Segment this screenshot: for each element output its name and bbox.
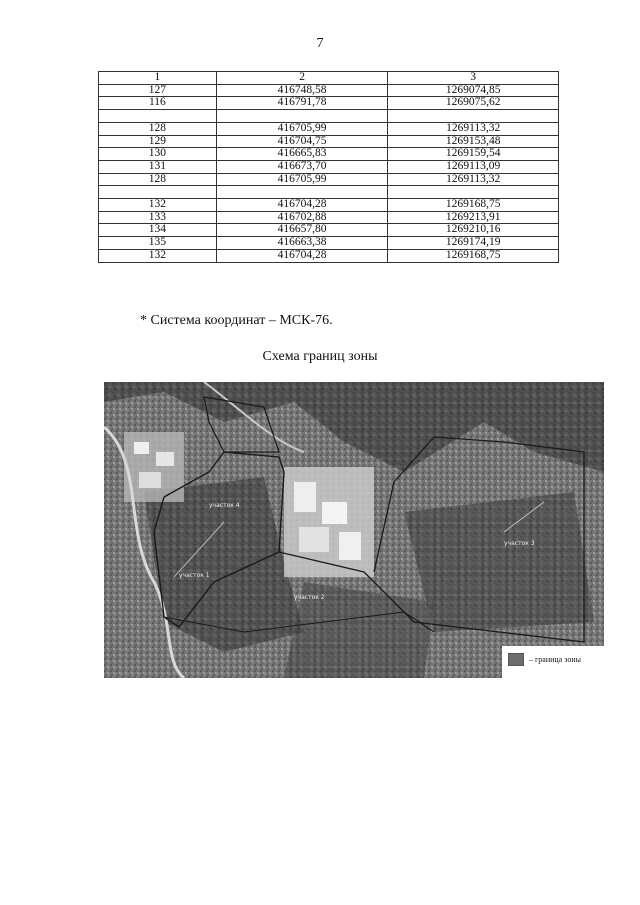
column-header: 3 [388,72,559,85]
point-number-cell: 134 [99,224,217,237]
x-coordinate-cell: 416702,88 [216,211,388,224]
y-coordinate-cell: 1269213,91 [388,211,559,224]
point-number-cell: 116 [99,97,217,110]
table-row [99,173,559,186]
page-number: 7 [316,36,324,51]
legend-swatch-icon [508,653,524,666]
table-row [99,237,559,250]
x-coordinate-cell [216,110,388,123]
table-row [99,186,559,199]
table-row [99,199,559,212]
legend-label: – граница зоны [529,655,581,664]
x-coordinate-cell: 416663,38 [216,237,388,250]
table-row [99,135,559,148]
y-coordinate-cell [388,110,559,123]
y-coordinate-cell: 1269153,48 [388,135,559,148]
x-coordinate-cell: 416704,28 [216,249,388,262]
y-coordinate-cell [388,186,559,199]
y-coordinate-cell: 1269159,54 [388,148,559,161]
y-coordinate-cell: 1269174,19 [388,237,559,250]
zone-label: участок 3 [504,540,535,547]
column-header: 2 [216,72,388,85]
point-number-cell: 128 [99,122,217,135]
x-coordinate-cell: 416673,70 [216,160,388,173]
table-body [99,84,559,262]
y-coordinate-cell: 1269074,85 [388,84,559,97]
table-row [99,211,559,224]
table-row [99,122,559,135]
table-row [99,110,559,123]
x-coordinate-cell: 416791,78 [216,97,388,110]
table-row [99,148,559,161]
point-number-cell: 128 [99,173,217,186]
zone-boundary-map [104,382,604,678]
table-header-row [99,72,559,85]
y-coordinate-cell: 1269168,75 [388,249,559,262]
y-coordinate-cell: 1269113,09 [388,160,559,173]
table-row [99,97,559,110]
point-number-cell: 130 [99,148,217,161]
point-number-cell: 127 [99,84,217,97]
point-number-cell: 132 [99,199,217,212]
x-coordinate-cell: 416704,28 [216,199,388,212]
table-row [99,224,559,237]
y-coordinate-cell: 1269113,32 [388,122,559,135]
x-coordinate-cell: 416704,75 [216,135,388,148]
point-number-cell: 135 [99,237,217,250]
map-legend [508,653,581,666]
point-number-cell [99,186,217,199]
point-number-cell [99,110,217,123]
table-row [99,249,559,262]
point-number-cell: 129 [99,135,217,148]
x-coordinate-cell: 416657,80 [216,224,388,237]
zone-label: участок 4 [209,502,240,509]
y-coordinate-cell: 1269075,62 [388,97,559,110]
point-number-cell: 132 [99,249,217,262]
coordinate-system-footnote: * Система координат – МСК-76. [140,313,333,328]
x-coordinate-cell: 416748,58 [216,84,388,97]
x-coordinate-cell: 416705,99 [216,122,388,135]
point-number-cell: 131 [99,160,217,173]
column-header: 1 [99,72,217,85]
y-coordinate-cell: 1269113,32 [388,173,559,186]
coordinates-table [98,71,559,263]
scheme-title: Схема границ зоны [262,349,378,364]
x-coordinate-cell: 416705,99 [216,173,388,186]
y-coordinate-cell: 1269210,16 [388,224,559,237]
zone-label: участок 2 [294,594,325,601]
y-coordinate-cell: 1269168,75 [388,199,559,212]
x-coordinate-cell [216,186,388,199]
point-number-cell: 133 [99,211,217,224]
zone-label: участок 1 [179,572,210,579]
x-coordinate-cell: 416665,83 [216,148,388,161]
table-row [99,84,559,97]
table-row [99,160,559,173]
aerial-photo [104,382,604,678]
